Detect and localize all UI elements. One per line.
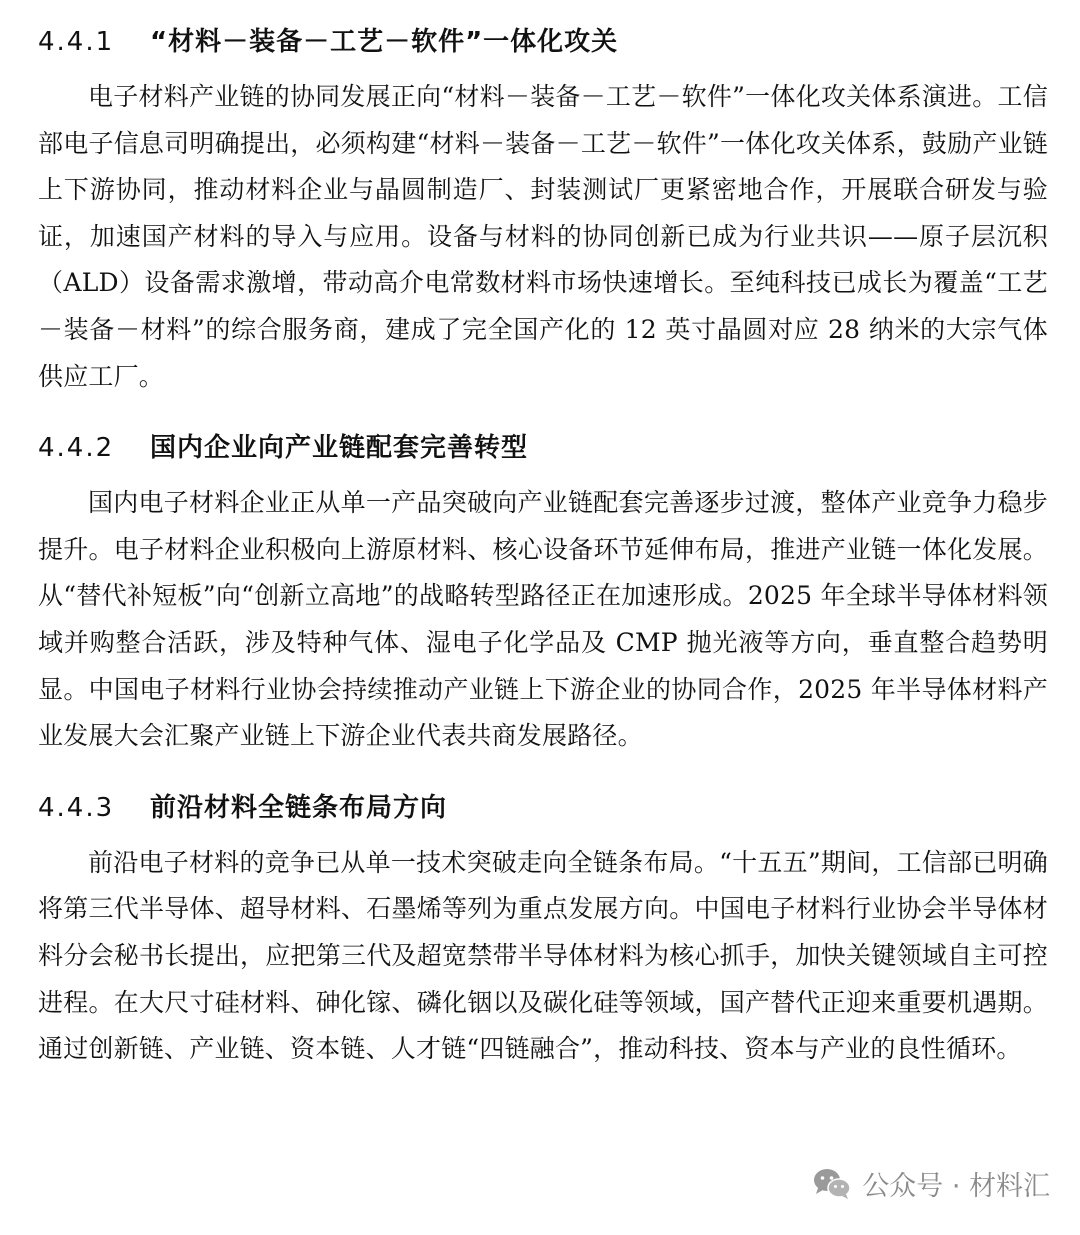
section-heading xyxy=(38,786,1048,830)
section-title: 前沿材料全链条布局方向 xyxy=(150,792,448,823)
wechat-watermark xyxy=(812,1164,1050,1203)
watermark-text: 公众号 · 材料汇 xyxy=(862,1171,1050,1202)
section-paragraph: 国内电子材料企业正从单一产品突破向产业链配套完善逐步过渡，整体产业竞争力稳步提升。电子材料企业积极向上游原材料、核心设备环节延伸布局，推进产业链一体化发展。从“替代补短板”向“创新立高地”的战略转型路径正在加速形成。2025 年全球半导体材料领域并购整合活跃，涉及特种气体、湿电子化学品及 CMP 抛光液等方向，垂直整合趋势明显。中国电子材料行业协会持续推动产业链上下游企业的协同合作，2025 年半导体材料产业发展大会汇聚产业链上下游企业代表共商发展路径。 xyxy=(38,488,1048,751)
section-paragraph: 电子材料产业链的协同发展正向“材料－装备－工艺－软件”一体化攻关体系演进。工信部电子信息司明确提出，必须构建“材料－装备－工艺－软件”一体化攻关体系，鼓励产业链上下游协同，推动材料企业与晶圆制造厂、封装测试厂更紧密地合作，开展联合研发与验证，加速国产材料的导入与应用。设备与材料的协同创新已成为行业共识——原子层沉积（ALD）设备需求激增，带动高介电常数材料市场快速增长。至纯科技已成长为覆盖“工艺－装备－材料”的综合服务商，建成了完全国产化的 12 英寸晶圆对应 28 纳米的大宗气体供应工厂。 xyxy=(38,82,1048,391)
section-4-4-1 xyxy=(38,20,1048,400)
section-heading xyxy=(38,426,1048,470)
wechat-icon xyxy=(812,1167,852,1201)
section-number: 4.4.1 xyxy=(38,27,115,57)
section-heading xyxy=(38,20,1048,64)
section-number: 4.4.2 xyxy=(38,433,115,464)
section-number: 4.4.3 xyxy=(38,792,115,823)
section-4-4-2 xyxy=(38,426,1048,760)
section-4-4-3 xyxy=(38,786,1048,1073)
document-page xyxy=(38,20,1048,1073)
section-title: “材料－装备－工艺－软件”一体化攻关 xyxy=(150,27,619,57)
section-title: 国内企业向产业链配套完善转型 xyxy=(150,433,529,464)
section-paragraph: 前沿电子材料的竞争已从单一技术突破走向全链条布局。“十五五”期间，工信部已明确将第三代半导体、超导材料、石墨烯等列为重点发展方向。中国电子材料行业协会半导体材料分会秘书长提出，应把第三代及超宽禁带半导体材料为核心抓手，加快关键领域自主可控进程。在大尺寸硅材料、砷化镓、磷化铟以及碳化硅等领域，国产替代正迎来重要机遇期。通过创新链、产业链、资本链、人才链“四链融合”，推动科技、资本与产业的良性循环。 xyxy=(38,847,1048,1064)
